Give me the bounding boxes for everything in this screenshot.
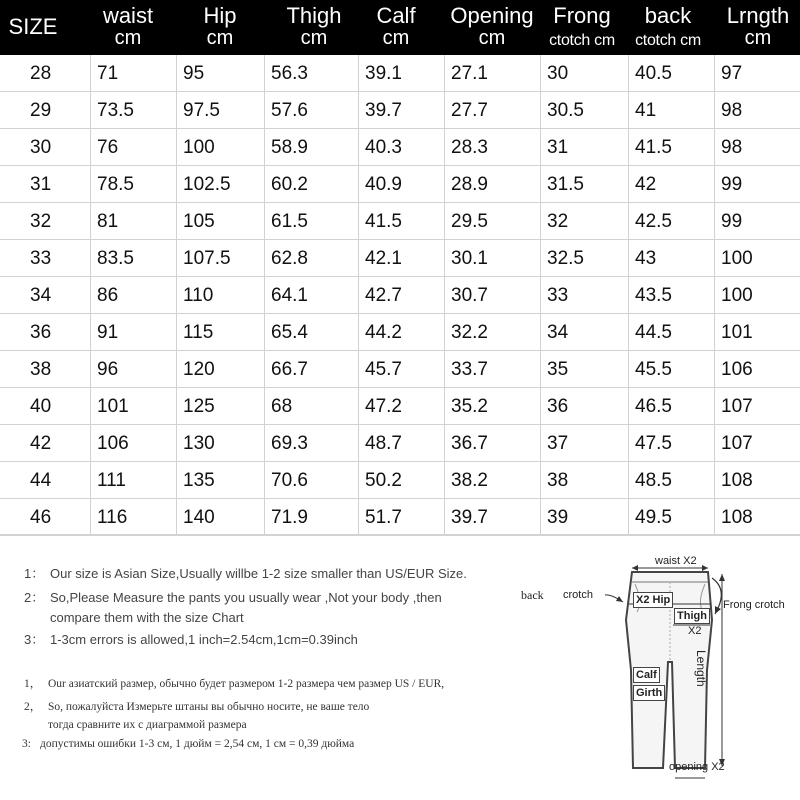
measurement-cell: 51.7	[358, 499, 444, 536]
measurement-cell: 35	[540, 351, 628, 388]
measurement-cell: 98	[714, 129, 800, 166]
measurement-cell: 41.5	[628, 129, 714, 166]
note-text: So,Please Measure the pants you usually wear ,Not your body ,then	[50, 590, 442, 605]
size-cell: 33	[30, 248, 52, 269]
measurement-cell: 61.5	[264, 203, 358, 240]
measurement-cell: 36.7	[444, 425, 540, 462]
table-row	[0, 203, 800, 240]
measurement-cell: 42	[628, 166, 714, 203]
header-label: Calf	[376, 3, 416, 28]
measurement-cell: 40.5	[628, 55, 714, 92]
measurement-cell: 57.6	[264, 92, 358, 129]
note-text: допустимы ошибки 1-3 см, 1 дюйм = 2,54 см, 1 см = 0,39 дюйма	[40, 738, 355, 750]
measurement-cell: 64.1	[264, 277, 358, 314]
measurement-cell: 101	[90, 388, 176, 425]
measurement-cell: 48.7	[358, 425, 444, 462]
measurement-cell: 130	[176, 425, 264, 462]
measurement-cell: 60.2	[264, 166, 358, 203]
measurement-cell: 33	[540, 277, 628, 314]
measurement-cell: 31.5	[540, 166, 628, 203]
measurement-cell: 28.9	[444, 166, 540, 203]
header-cell	[437, 0, 547, 55]
measurement-cell: 41.5	[358, 203, 444, 240]
measurement-cell: 45.5	[628, 351, 714, 388]
measurement-cell: 47.5	[628, 425, 714, 462]
measurement-cell: 73.5	[90, 92, 176, 129]
measurement-cell: 91	[90, 314, 176, 351]
measurement-cell: 62.8	[264, 240, 358, 277]
measurement-cell: 116	[90, 499, 176, 536]
measurement-cell: 106	[90, 425, 176, 462]
note-text: So, пожалуйста Измерьте штаны вы обычно носите, не ваше тело	[48, 701, 370, 713]
size-cell: 40	[30, 396, 52, 417]
measurement-cell: 27.7	[444, 92, 540, 129]
measurement-cell: 29.5	[444, 203, 540, 240]
header-unit: cm	[300, 27, 328, 49]
measurement-cell: 108	[714, 462, 800, 499]
measurement-cell: 86	[90, 277, 176, 314]
measurement-cell: 35.2	[444, 388, 540, 425]
measurement-cell: 36	[540, 388, 628, 425]
measurement-cell: 69.3	[264, 425, 358, 462]
measurement-cell: 102.5	[176, 166, 264, 203]
measurement-cell: 71.9	[264, 499, 358, 536]
measurement-cell: 34	[540, 314, 628, 351]
measurement-cell: 39	[540, 499, 628, 536]
note-number: 3：	[24, 632, 45, 647]
measurement-cell: 58.9	[264, 129, 358, 166]
table-row	[0, 314, 800, 351]
measurement-cell: 31	[540, 129, 628, 166]
measurement-cell: 30	[540, 55, 628, 92]
size-cell: 30	[30, 137, 52, 158]
header-unit: cm	[478, 27, 506, 49]
header-unit: cm	[206, 27, 234, 49]
table-bottom-border	[0, 534, 800, 535]
measurement-cell: 32.5	[540, 240, 628, 277]
header-cell	[713, 0, 800, 55]
size-notes	[0, 540, 520, 800]
measurement-cell: 42.1	[358, 240, 444, 277]
measurement-cell: 107	[714, 388, 800, 425]
diagram-thigh-label: Thigh	[674, 608, 710, 624]
table-row	[0, 499, 800, 536]
measurement-cell: 28.3	[444, 129, 540, 166]
diagram-waist-label: waist X2	[655, 555, 697, 567]
measurement-cell: 41	[628, 92, 714, 129]
measurement-cell: 115	[176, 314, 264, 351]
measurement-cell: 43.5	[628, 277, 714, 314]
note-number: 1，	[24, 678, 42, 690]
measurement-cell: 97	[714, 55, 800, 92]
measurement-cell: 42.5	[628, 203, 714, 240]
note-text: compare them with the size Chart	[50, 610, 244, 625]
measurement-cell: 78.5	[90, 166, 176, 203]
measurement-cell: 39.7	[444, 499, 540, 536]
measurement-cell: 40.3	[358, 129, 444, 166]
measurement-cell: 97.5	[176, 92, 264, 129]
measurement-cell: 66.7	[264, 351, 358, 388]
measurement-cell: 108	[714, 499, 800, 536]
measurement-cell: 39.7	[358, 92, 444, 129]
measurement-cell: 45.7	[358, 351, 444, 388]
header-cell	[618, 0, 718, 55]
measurement-cell: 33.7	[444, 351, 540, 388]
measurement-cell: 38	[540, 462, 628, 499]
diagram-hip-label: X2 Hip	[633, 592, 673, 608]
header-label: waist	[102, 3, 154, 28]
measurement-cell: 30.5	[540, 92, 628, 129]
measurement-cell: 39.1	[358, 55, 444, 92]
size-cell: 28	[30, 63, 52, 84]
diagram-length-label: Length	[694, 650, 708, 687]
note-number: 1：	[24, 566, 45, 581]
header-label: SIZE	[8, 14, 58, 39]
size-cell: 46	[30, 507, 52, 528]
measurement-cell: 43	[628, 240, 714, 277]
measurement-cell: 83.5	[90, 240, 176, 277]
measurement-cell: 110	[176, 277, 264, 314]
size-cell: 44	[30, 470, 52, 491]
measurement-cell: 68	[264, 388, 358, 425]
measurement-cell: 106	[714, 351, 800, 388]
measurement-cell: 120	[176, 351, 264, 388]
measurement-cell: 96	[90, 351, 176, 388]
diagram-thigh-x2-label: X2	[688, 625, 702, 637]
measurement-cell: 38.2	[444, 462, 540, 499]
measurement-cell: 107.5	[176, 240, 264, 277]
measurement-cell: 65.4	[264, 314, 358, 351]
size-cell: 42	[30, 433, 52, 454]
measurement-cell: 56.3	[264, 55, 358, 92]
measurement-cell: 76	[90, 129, 176, 166]
header-cell	[264, 0, 364, 55]
size-cell: 36	[30, 322, 52, 343]
measurement-cell: 101	[714, 314, 800, 351]
pants-measurement-diagram	[515, 550, 800, 800]
measurement-cell: 95	[176, 55, 264, 92]
header-label: Frong	[553, 3, 611, 28]
measurement-cell: 100	[714, 277, 800, 314]
diagram-opening-label: opening X2	[669, 761, 725, 773]
note-text: Our size is Asian Size,Usually willbe 1-2 size smaller than US/EUR Size.	[50, 566, 467, 581]
diagram-calf-label: Calf	[633, 667, 660, 683]
size-cell: 34	[30, 285, 52, 306]
header-unit: cm	[382, 27, 410, 49]
diagram-back-label: back	[521, 588, 544, 602]
measurement-cell: 46.5	[628, 388, 714, 425]
measurement-cell: 30.1	[444, 240, 540, 277]
table-header-row	[0, 0, 800, 55]
measurement-cell: 32	[540, 203, 628, 240]
table-row	[0, 425, 800, 462]
table-row	[0, 55, 800, 92]
measurement-cell: 140	[176, 499, 264, 536]
measurement-cell: 71	[90, 55, 176, 92]
note-number: 2，	[24, 701, 42, 713]
header-unit: cm	[744, 27, 772, 49]
measurement-cell: 100	[714, 240, 800, 277]
header-unit: ctotch cm	[635, 32, 701, 49]
header-cell	[78, 0, 178, 55]
measurement-cell: 100	[176, 129, 264, 166]
measurement-cell: 32.2	[444, 314, 540, 351]
header-cell	[170, 0, 270, 55]
measurement-cell: 44.5	[628, 314, 714, 351]
measurement-cell: 99	[714, 166, 800, 203]
size-cell: 38	[30, 359, 52, 380]
size-cell: 32	[30, 211, 52, 232]
size-cell: 29	[30, 100, 52, 121]
table-row	[0, 388, 800, 425]
size-cell: 31	[30, 174, 52, 195]
header-cell	[532, 0, 632, 55]
measurement-cell: 37	[540, 425, 628, 462]
note-number: 2：	[24, 590, 45, 605]
header-label: Opening	[450, 3, 534, 28]
header-label: back	[644, 3, 692, 28]
measurement-cell: 135	[176, 462, 264, 499]
header-label: Lrngth	[726, 3, 790, 28]
measurement-cell: 48.5	[628, 462, 714, 499]
measurement-cell: 44.2	[358, 314, 444, 351]
measurement-cell: 42.7	[358, 277, 444, 314]
measurement-cell: 70.6	[264, 462, 358, 499]
measurement-cell: 99	[714, 203, 800, 240]
diagram-front-crotch-label: Frong crotch	[723, 599, 785, 611]
measurement-cell: 98	[714, 92, 800, 129]
note-text: Our азиатский размер, обычно будет размером 1-2 размера чем размер US / EUR,	[48, 678, 445, 690]
note-number: 3:	[22, 738, 31, 750]
table-row	[0, 129, 800, 166]
note-text: 1-3cm errors is allowed,1 inch=2.54cm,1cm=0.39inch	[50, 632, 358, 647]
measurement-cell: 81	[90, 203, 176, 240]
header-cell	[351, 0, 441, 55]
header-label: Hip	[203, 3, 237, 28]
measurement-cell: 125	[176, 388, 264, 425]
table-row	[0, 92, 800, 129]
measurement-cell: 107	[714, 425, 800, 462]
table-row	[0, 240, 800, 277]
header-cell	[0, 0, 68, 55]
measurement-cell: 105	[176, 203, 264, 240]
table-row	[0, 166, 800, 203]
table-row	[0, 277, 800, 314]
diagram-back-crotch-label: crotch	[563, 589, 593, 601]
measurement-cell: 47.2	[358, 388, 444, 425]
header-unit: ctotch cm	[549, 32, 615, 49]
measurement-cell: 49.5	[628, 499, 714, 536]
measurement-cell: 50.2	[358, 462, 444, 499]
measurement-cell: 27.1	[444, 55, 540, 92]
measurement-cell: 111	[90, 462, 176, 499]
header-unit: cm	[114, 27, 142, 49]
diagram-girth-label: Girth	[633, 685, 665, 701]
note-text: тогда сравните их с диаграммой размера	[48, 719, 247, 731]
table-row	[0, 462, 800, 499]
measurement-cell: 40.9	[358, 166, 444, 203]
header-label: Thigh	[286, 3, 342, 28]
measurement-cell: 30.7	[444, 277, 540, 314]
table-row	[0, 351, 800, 388]
